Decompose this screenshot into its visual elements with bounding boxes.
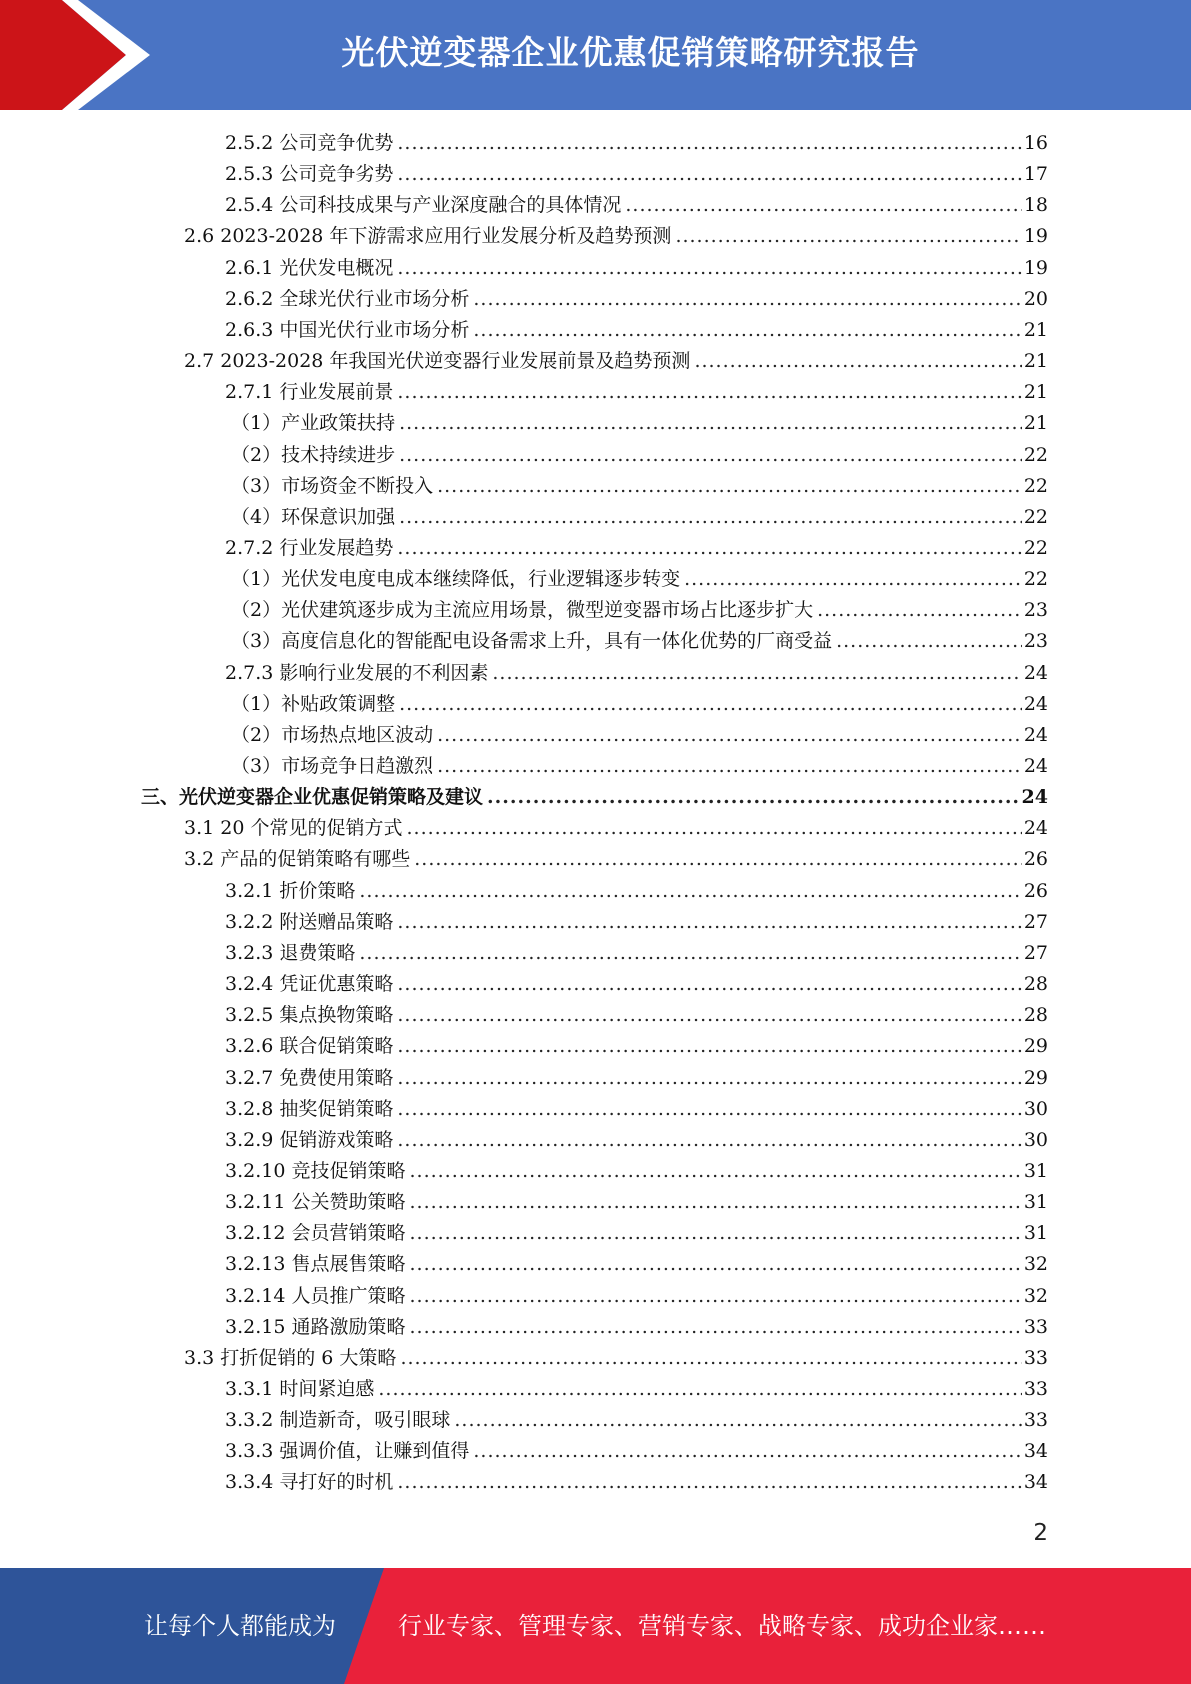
toc-entry-label: 3.2.7 免费使用策略 — [225, 1066, 394, 1089]
toc-entry-page: 24 — [1023, 692, 1048, 715]
toc-entry[interactable] — [225, 1405, 1048, 1436]
toc-entry-page: 19 — [1023, 225, 1048, 248]
toc-entry[interactable] — [231, 595, 1048, 626]
toc-leader-dots — [397, 1094, 1021, 1125]
toc-leader-dots — [409, 1156, 1021, 1187]
toc-entry-page: 22 — [1023, 536, 1048, 559]
toc-entry-label: （3）高度信息化的智能配电设备需求上升，具有一体化优势的厂商受益 — [231, 630, 833, 653]
toc-entry-label: 2.5.4 公司科技成果与产业深度融合的具体情况 — [225, 194, 622, 217]
toc-leader-dots — [409, 1218, 1021, 1249]
toc-leader-dots — [473, 1436, 1021, 1467]
toc-entry-label: 2.7.2 行业发展趋势 — [225, 536, 394, 559]
toc-entry[interactable] — [225, 938, 1048, 969]
toc-entry-page: 17 — [1023, 163, 1048, 186]
toc-entry[interactable] — [231, 408, 1048, 439]
toc-entry-page: 31 — [1023, 1222, 1048, 1245]
toc-entry-page: 31 — [1023, 1159, 1048, 1182]
toc-entry-label: 3.3.3 强调价值，让赚到值得 — [225, 1440, 470, 1463]
toc-entry-page: 26 — [1023, 879, 1048, 902]
toc-leader-dots — [437, 751, 1022, 782]
toc-entry[interactable] — [184, 1343, 1048, 1374]
toc-leader-dots — [397, 907, 1021, 938]
toc-leader-dots — [437, 471, 1022, 502]
toc-entry-label: 3.1 20 个常见的促销方式 — [184, 817, 403, 840]
toc-leader-dots — [397, 533, 1021, 564]
toc-entry[interactable] — [225, 1187, 1048, 1218]
toc-entry-page: 30 — [1023, 1097, 1048, 1120]
toc-entry-page: 32 — [1023, 1253, 1048, 1276]
toc-leader-dots — [397, 1125, 1021, 1156]
toc-entry[interactable] — [184, 221, 1048, 252]
toc-leader-dots — [397, 1000, 1021, 1031]
toc-leader-dots — [399, 440, 1022, 471]
toc-leader-dots — [397, 253, 1021, 284]
toc-entry-label: 3.3.1 时间紧迫感 — [225, 1378, 375, 1400]
toc-entry[interactable] — [225, 1031, 1048, 1062]
toc-entry-page: 22 — [1023, 505, 1048, 528]
toc-entry[interactable] — [184, 346, 1048, 377]
toc-leader-dots — [454, 1405, 1021, 1436]
toc-entry[interactable] — [225, 969, 1048, 1000]
toc-entry-page: 21 — [1023, 318, 1048, 341]
toc-leader-dots — [397, 1031, 1021, 1062]
report-header — [0, 0, 1191, 110]
toc-entry[interactable] — [231, 502, 1048, 533]
toc-entry[interactable] — [225, 907, 1048, 938]
toc-leader-dots — [397, 969, 1021, 1000]
toc-entry-label: 3.2.5 集点换物策略 — [225, 1004, 394, 1027]
toc-entry-label: 3.2 产品的促销策略有哪些 — [184, 848, 411, 871]
toc-entry[interactable] — [225, 190, 1048, 221]
toc-entry-label: （2）光伏建筑逐步成为主流应用场景，微型逆变器市场占比逐步扩大 — [231, 599, 814, 622]
toc-entry[interactable] — [225, 1249, 1048, 1280]
toc-entry[interactable] — [225, 876, 1048, 907]
toc-entry-label: （4）环保意识加强 — [231, 505, 396, 528]
toc-entry-page: 21 — [1023, 381, 1048, 404]
toc-leader-dots — [399, 689, 1022, 720]
toc-entry-label: 2.7 2023-2028 年我国光伏逆变器行业发展前景及趋势预测 — [184, 350, 691, 373]
toc-entry[interactable] — [225, 1063, 1048, 1094]
toc-leader-dots — [473, 315, 1021, 346]
footer-roles: 行业专家、管理专家、营销专家、战略专家、成功企业家…… — [398, 1612, 1046, 1640]
toc-entry-label: 2.5.3 公司竞争劣势 — [225, 163, 394, 186]
toc-entry-page: 34 — [1023, 1471, 1048, 1494]
toc-entry-label: 2.7.1 行业发展前景 — [225, 381, 394, 404]
toc-entry-label: 3.2.4 凭证优惠策略 — [225, 973, 394, 996]
toc-entry-label: 3.2.12 会员营销策略 — [225, 1222, 406, 1245]
toc-entry-label: 2.6.1 光伏发电概况 — [225, 256, 394, 279]
toc-entry[interactable] — [225, 1281, 1048, 1312]
toc-leader-dots — [359, 876, 1021, 907]
toc-entry-page: 28 — [1023, 973, 1048, 996]
toc-leader-dots — [397, 128, 1021, 159]
toc-leader-dots — [378, 1374, 1021, 1405]
toc-entry-page: 28 — [1023, 1004, 1048, 1027]
toc-entry-page: 24 — [1023, 661, 1048, 684]
toc-entry-label: 3.2.1 折价策略 — [225, 879, 356, 902]
page-number: 2 — [1033, 1520, 1048, 1546]
toc-entry-label: （2）技术持续进步 — [231, 443, 396, 466]
toc-leader-dots — [399, 408, 1022, 439]
toc-leader-dots — [397, 377, 1021, 408]
toc-entry[interactable] — [231, 626, 1048, 657]
toc-entry[interactable] — [225, 315, 1048, 346]
toc-entry[interactable] — [225, 1467, 1048, 1498]
toc-entry-label: （1）光伏发电度电成本继续降低，行业逻辑逐步转变 — [231, 568, 681, 591]
toc-entry-page: 29 — [1023, 1066, 1048, 1089]
toc-entry-label: （3）市场竞争日趋激烈 — [231, 755, 434, 777]
toc-entry-label: 3.2.13 售点展售策略 — [225, 1253, 406, 1276]
toc-entry-label: 三、光伏逆变器企业优惠促销策略及建议 — [141, 786, 484, 809]
toc-entry[interactable] — [225, 159, 1048, 190]
toc-entry-label: 3.2.9 促销游戏策略 — [225, 1128, 394, 1151]
toc-entry-label: 3.2.6 联合促销策略 — [225, 1035, 394, 1058]
toc-leader-dots — [409, 1281, 1021, 1312]
toc-entry-label: 3.2.14 人员推广策略 — [225, 1284, 406, 1307]
report-title: 光伏逆变器企业优惠促销策略研究报告 — [341, 33, 920, 72]
toc-entry-page: 24 — [1023, 755, 1048, 777]
toc-entry-page: 33 — [1023, 1409, 1048, 1432]
toc-entry[interactable] — [184, 844, 1048, 875]
toc-entry-page: 27 — [1023, 910, 1048, 933]
toc-leader-dots — [817, 595, 1022, 626]
toc-leader-dots — [414, 844, 1022, 875]
toc-entry[interactable] — [231, 440, 1048, 471]
toc-entry[interactable] — [225, 533, 1048, 564]
toc-leader-dots — [397, 1467, 1021, 1498]
toc-entry-page: 22 — [1023, 443, 1048, 466]
toc-entry[interactable] — [225, 377, 1048, 408]
toc-entry-page: 23 — [1023, 630, 1048, 653]
toc-entry-label: 2.6 2023-2028 年下游需求应用行业发展分析及趋势预测 — [184, 225, 672, 248]
toc-leader-dots — [487, 782, 1020, 813]
toc-entry-page: 22 — [1023, 568, 1048, 591]
toc-entry[interactable] — [184, 813, 1048, 844]
toc-entry-label: 2.7.3 影响行业发展的不利因素 — [225, 661, 489, 684]
toc-entry[interactable] — [225, 658, 1048, 689]
toc-entry[interactable] — [225, 1125, 1048, 1156]
page-footer — [0, 1568, 1191, 1684]
toc-leader-dots — [492, 658, 1021, 689]
toc-entry[interactable] — [225, 1094, 1048, 1125]
toc-entry-label: 3.3 打折促销的 6 大策略 — [184, 1346, 397, 1369]
toc-entry[interactable] — [225, 1156, 1048, 1187]
toc-entry-label: 2.5.2 公司竞争优势 — [225, 132, 394, 154]
toc-entry[interactable] — [141, 782, 1048, 813]
toc-entry[interactable] — [231, 689, 1048, 720]
toc-entry-label: 3.2.15 通路激励策略 — [225, 1315, 406, 1338]
toc-entry-page: 33 — [1023, 1378, 1048, 1400]
toc-entry-label: 3.2.3 退费策略 — [225, 941, 356, 964]
toc-entry[interactable] — [231, 751, 1048, 782]
toc-entry-page: 34 — [1023, 1440, 1048, 1463]
toc-leader-dots — [359, 938, 1021, 969]
toc-entry[interactable] — [231, 471, 1048, 502]
toc-entry-page: 24 — [1023, 723, 1048, 746]
toc-entry-page: 19 — [1023, 256, 1048, 279]
toc-entry-page: 23 — [1023, 599, 1048, 622]
toc-entry-page: 24 — [1023, 817, 1048, 840]
toc-entry-page: 20 — [1023, 287, 1048, 310]
toc-entry[interactable] — [231, 720, 1048, 751]
toc-leader-dots — [409, 1187, 1021, 1218]
toc-entry[interactable] — [225, 128, 1048, 159]
toc-entry-label: 3.2.11 公关赞助策略 — [225, 1191, 406, 1214]
toc-entry-page: 29 — [1023, 1035, 1048, 1058]
toc-entry-page: 18 — [1023, 194, 1048, 217]
toc-entry-label: 2.6.3 中国光伏行业市场分析 — [225, 318, 470, 341]
toc-leader-dots — [836, 626, 1022, 657]
toc-leader-dots — [406, 813, 1021, 844]
toc-leader-dots — [675, 221, 1021, 252]
toc-entry-page: 33 — [1023, 1315, 1048, 1338]
toc-entry-label: （1）补贴政策调整 — [231, 692, 396, 715]
toc-entry-label: 3.2.8 抽奖促销策略 — [225, 1097, 394, 1120]
toc-entry-page: 33 — [1023, 1346, 1048, 1369]
toc-leader-dots — [409, 1249, 1021, 1280]
toc-leader-dots — [625, 190, 1021, 221]
toc-entry-page: 22 — [1023, 474, 1048, 497]
footer-slogan: 让每个人都能成为 — [144, 1612, 336, 1640]
toc-entry-page: 26 — [1023, 848, 1048, 871]
toc-entry-page: 27 — [1023, 941, 1048, 964]
toc-leader-dots — [397, 1063, 1021, 1094]
toc-entry[interactable] — [225, 1218, 1048, 1249]
toc-entry-page: 21 — [1023, 412, 1048, 435]
toc-leader-dots — [397, 159, 1021, 190]
toc-leader-dots — [400, 1343, 1021, 1374]
toc-entry-page: 16 — [1023, 132, 1048, 154]
toc-leader-dots — [684, 564, 1022, 595]
toc-leader-dots — [409, 1312, 1021, 1343]
toc-entry-label: （2）市场热点地区波动 — [231, 723, 434, 746]
toc-entry-page: 21 — [1023, 350, 1048, 373]
toc-leader-dots — [694, 346, 1021, 377]
toc-entry-page: 30 — [1023, 1128, 1048, 1151]
toc-entry-label: 3.2.2 附送赠品策略 — [225, 910, 394, 933]
toc-entry[interactable] — [225, 1374, 1048, 1405]
toc-entry-label: 3.3.2 制造新奇，吸引眼球 — [225, 1409, 451, 1432]
toc-entry-page: 24 — [1021, 786, 1048, 809]
toc-entry[interactable] — [225, 284, 1048, 315]
toc-entry-label: 2.6.2 全球光伏行业市场分析 — [225, 287, 470, 310]
toc-entry-label: 3.2.10 竞技促销策略 — [225, 1159, 406, 1182]
toc-entry[interactable] — [231, 564, 1048, 595]
toc-entry-page: 31 — [1023, 1191, 1048, 1214]
toc-entry[interactable] — [225, 253, 1048, 284]
toc-entry-label: （1）产业政策扶持 — [231, 412, 396, 435]
toc-entry[interactable] — [225, 1312, 1048, 1343]
toc-entry[interactable] — [225, 1000, 1048, 1031]
toc-leader-dots — [437, 720, 1022, 751]
toc-entry-page: 32 — [1023, 1284, 1048, 1307]
toc-entry-label: （3）市场资金不断投入 — [231, 474, 434, 497]
toc-entry[interactable] — [225, 1436, 1048, 1467]
toc-leader-dots — [399, 502, 1022, 533]
toc-leader-dots — [473, 284, 1021, 315]
toc-entry-label: 3.3.4 寻打好的时机 — [225, 1471, 394, 1494]
